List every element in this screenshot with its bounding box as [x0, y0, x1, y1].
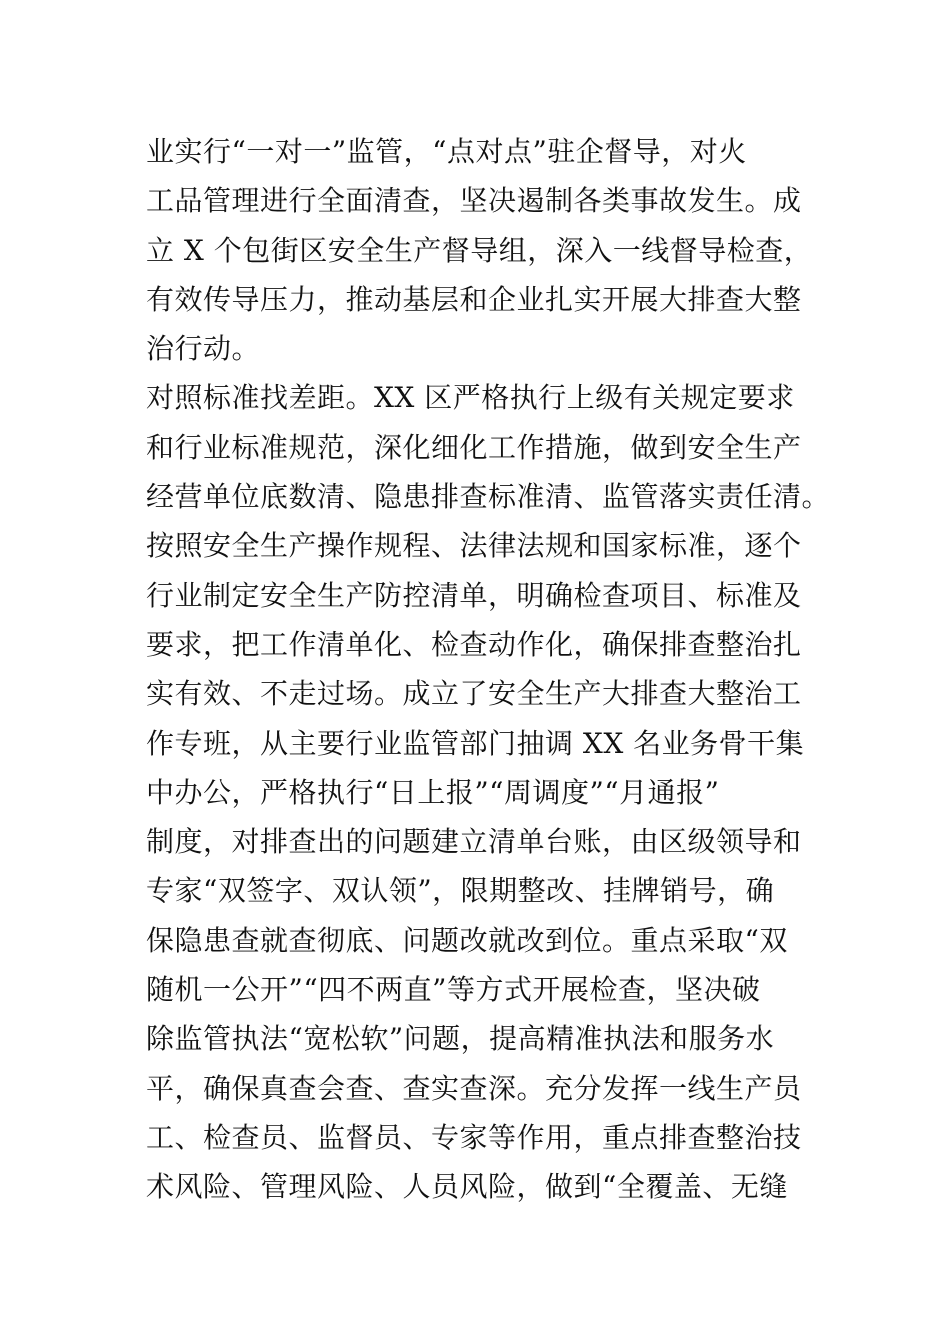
text-line: 平，确保真查会查、查实查深。充分发挥一线生产员: [146, 1071, 802, 1105]
text-line: 按照安全生产操作规程、法律法规和国家标准，逐个: [146, 529, 802, 563]
text-line: 作专班，从主要行业监管部门抽调 XX 名业务骨干集: [146, 726, 805, 760]
text-line: 工、检查员、监督员、专家等作用，重点排查整治技: [146, 1120, 802, 1154]
text-line: 实有效、不走过场。成立了安全生产大排查大整治工: [146, 677, 802, 711]
text-line: 行业制定安全生产防控清单，明确检查项目、标准及: [146, 578, 802, 612]
text-line: 治行动。: [146, 332, 261, 366]
text-line: 中办公，严格执行“日上报”“周调度”“月通报”: [146, 775, 720, 809]
text-line: 专家“双签字、双认领”，限期整改、挂牌销号，确: [146, 874, 775, 908]
text-line: 立 X 个包街区安全生产督导组，深入一线督导检查，: [146, 233, 813, 267]
text-line: 和行业标准规范，深化细化工作措施，做到安全生产: [146, 430, 802, 464]
text-line: 对照标准找差距。XX 区严格执行上级有关规定要求: [146, 381, 795, 415]
text-line: 除监管执法“宽松软”问题，提高精准执法和服务水: [146, 1022, 775, 1056]
text-line: 业实行“一对一”监管，“点对点”驻企督导，对火: [146, 135, 747, 168]
text-line: 保隐患查就查彻底、问题改就改到位。重点采取“双: [146, 923, 788, 957]
text-line: 经营单位底数清、隐患排查标准清、监管落实责任清。: [146, 480, 831, 514]
text-line: 要求，把工作清单化、检查动作化，确保排查整治扎: [146, 627, 802, 661]
text-line: 随机一公开”“四不两直”等方式开展检查，坚决破: [146, 973, 761, 1007]
body-text: [146, 127, 831, 1212]
text-line: 制度，对排查出的问题建立清单台账，由区级领导和: [146, 825, 802, 859]
text-line: 术风险、管理风险、人员风险，做到“全覆盖、无缝: [146, 1170, 788, 1204]
text-line: 工品管理进行全面清查，坚决遏制各类事故发生。成: [146, 184, 802, 218]
text-line: 有效传导压力，推动基层和企业扎实开展大排查大整: [146, 282, 802, 316]
